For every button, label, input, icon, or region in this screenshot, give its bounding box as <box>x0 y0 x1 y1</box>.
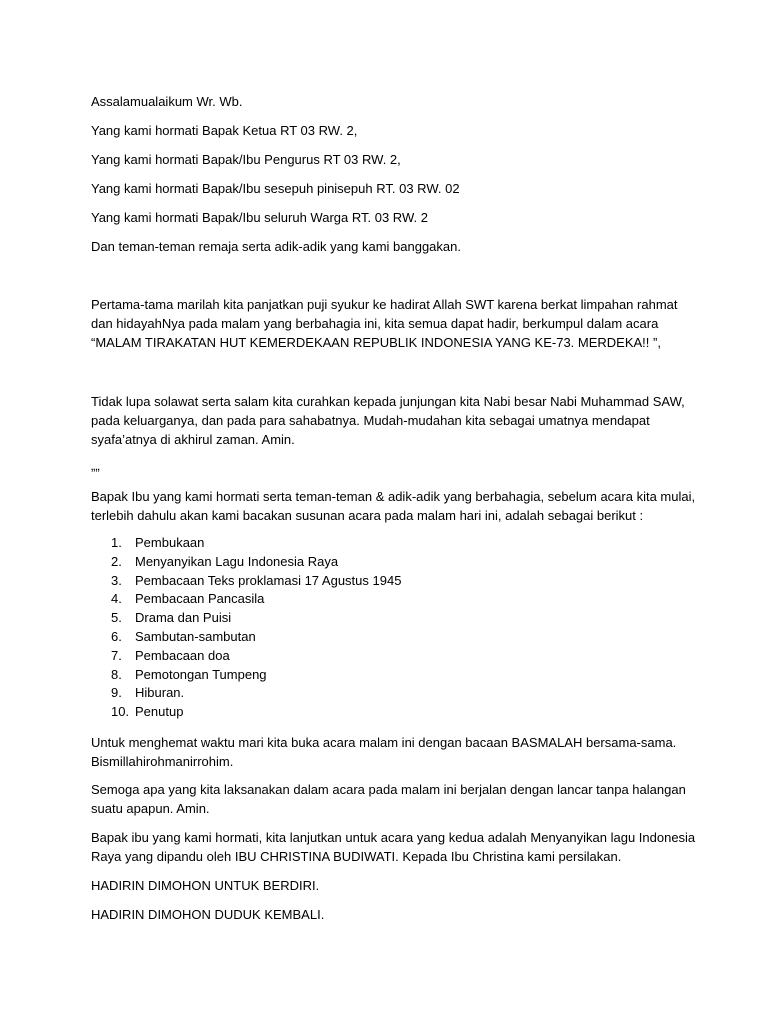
paragraph-line: Bapak Ibu yang kami hormati serta teman-teman & adik-adik yang berbahagia, sebelum acara kita mulai, <box>91 489 696 504</box>
greeting-ketua-rt: Yang kami hormati Bapak Ketua RT 03 RW. 2, <box>91 123 358 138</box>
basmalah-paragraph <box>91 733 681 771</box>
solawat-paragraph <box>91 392 685 449</box>
greeting-sesepuh: Yang kami hormati Bapak/Ibu sesepuh pinisepuh RT. 03 RW. 02 <box>91 181 460 196</box>
paragraph-line: Tidak lupa solawat serta salam kita curahkan kepada junjungan kita Nabi besar Nabi Muhammad SAW, <box>91 394 685 409</box>
paragraph-line: syafa’atnya di akhirul zaman. Amin. <box>91 432 295 447</box>
list-number: 6. <box>111 628 122 644</box>
list-text: Pembacaan Pancasila <box>135 591 265 607</box>
list-item <box>91 609 401 628</box>
list-item <box>91 553 401 572</box>
stand-instruction: HADIRIN DIMOHON UNTUK BERDIRI. <box>91 878 320 893</box>
sit-instruction: HADIRIN DIMOHON DUDUK KEMBALI. <box>91 907 325 922</box>
greeting-remaja: Dan teman-teman remaja serta adik-adik yang kami banggakan. <box>91 239 461 254</box>
paragraph-line: terlebih dahulu akan kami bacakan susunan acara pada malam hari ini, adalah sebagai berikut : <box>91 508 644 523</box>
paragraph-line: Untuk menghemat waktu mari kita buka acara malam ini dengan bacaan BASMALAH bersama-sama. <box>91 735 677 750</box>
greeting-warga: Yang kami hormati Bapak/Ibu seluruh Warga RT. 03 RW. 2 <box>91 210 428 225</box>
greeting-pengurus: Yang kami hormati Bapak/Ibu Pengurus RT 03 RW. 2, <box>91 152 401 167</box>
list-number: 4. <box>111 591 122 607</box>
salutation: Assalamualaikum Wr. Wb. <box>91 94 243 109</box>
paragraph-line: Raya yang dipandu oleh IBU CHRISTINA BUDIWATI. Kepada Ibu Christina kami persilakan. <box>91 849 622 864</box>
list-item <box>91 703 401 722</box>
list-text: Pembacaan doa <box>135 647 230 663</box>
list-number: 10. <box>111 704 130 720</box>
list-text: Penutup <box>135 704 184 720</box>
paragraph-line: suatu apapun. Amin. <box>91 801 210 816</box>
list-text: Pembacaan Teks proklamasi 17 Agustus 1945 <box>135 572 402 588</box>
paragraph-line: Bapak ibu yang kami hormati, kita lanjutkan untuk acara yang kedua adalah Menyanyikan lagu Indonesia <box>91 830 696 845</box>
list-text: Drama dan Puisi <box>135 610 232 626</box>
agenda-list <box>91 534 401 722</box>
hope-paragraph <box>91 780 686 818</box>
list-text: Sambutan-sambutan <box>135 628 256 644</box>
opening-paragraph <box>91 295 681 352</box>
list-item <box>91 666 401 685</box>
paragraph-line: “MALAM TIRAKATAN HUT KEMERDEKAAN REPUBLIK INDONESIA YANG KE-73. MERDEKA!! ”, <box>91 335 661 350</box>
list-item <box>91 534 401 553</box>
list-text: Hiburan. <box>135 685 185 701</box>
list-text: Pemotongan Tumpeng <box>135 666 267 682</box>
list-text: Pembukaan <box>135 535 205 550</box>
list-number: 9. <box>111 685 122 701</box>
paragraph-line: Pertama-tama marilah kita panjatkan puji syukur ke hadirat Allah SWT karena berkat limpahan rahmat <box>91 297 678 312</box>
list-item <box>91 628 401 647</box>
list-item <box>91 647 401 666</box>
list-number: 5. <box>111 610 122 626</box>
paragraph-line: dan hidayahNya pada malam yang berbahagia ini, kita semua dapat hadir, berkumpul dalam acara <box>91 316 659 331</box>
agenda-intro-paragraph <box>91 487 696 525</box>
list-number: 7. <box>111 647 122 663</box>
list-number: 1. <box>111 535 122 550</box>
quote-marks: „„ <box>91 458 100 473</box>
list-number: 2. <box>111 553 122 569</box>
paragraph-line: pada keluarganya, dan pada para sahabatnya. Mudah-mudahan kita sebagai umatnya mendapat <box>91 413 650 428</box>
list-item <box>91 590 401 609</box>
list-text: Menyanyikan Lagu Indonesia Raya <box>135 553 339 569</box>
list-number: 3. <box>111 572 122 588</box>
anthem-paragraph <box>91 828 696 866</box>
paragraph-line: Semoga apa yang kita laksanakan dalam acara pada malam ini berjalan dengan lancar tanpa halangan <box>91 782 686 797</box>
list-item <box>91 572 401 591</box>
paragraph-line: Bismillahirohmanirrohim. <box>91 754 234 769</box>
list-number: 8. <box>111 666 122 682</box>
list-item <box>91 684 401 703</box>
